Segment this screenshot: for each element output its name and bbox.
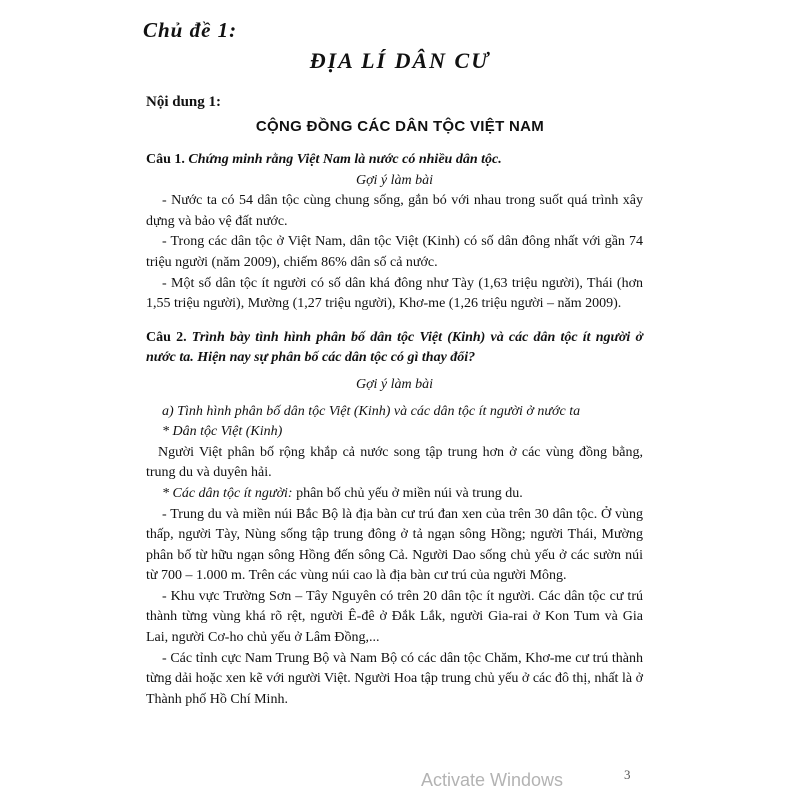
answer-1-paragraph: - Trong các dân tộc ở Việt Nam, dân tộc Việt (Kinh) có số dân đông nhất với gần 74 triệu người (năm 2009), chiếm 86% dân số cả nước. bbox=[146, 234, 643, 270]
activation-watermark: Activate Windows bbox=[421, 770, 564, 790]
viet-heading: * Dân tộc Việt (Kinh) bbox=[162, 424, 283, 440]
question-1-text: Chứng minh rằng Việt Nam là nước có nhiều dân tộc. bbox=[188, 152, 502, 167]
content-heading: Nội dung 1: bbox=[146, 94, 222, 110]
answer-hint-2: Gợi ý làm bài bbox=[355, 376, 434, 392]
main-title: ĐỊA LÍ DÂN CƯ bbox=[309, 48, 491, 73]
question-2-label: Câu 2. bbox=[146, 329, 187, 345]
topic-heading: Chủ đề 1: bbox=[143, 18, 238, 42]
minority-text: phân bố chủ yếu ở miền núi và trung du. bbox=[296, 485, 523, 501]
answer-1-paragraph: - Nước ta có 54 dân tộc cùng chung sống, gắn bó với nhau trong suốt quá trình xây dựng và bảo vệ đất nước. bbox=[146, 193, 643, 229]
question-2-text: Trình bày tình hình phân bố dân tộc Việt (Kinh) và các dân tộc ít người ở nước ta. Hiện nay sự phân bố các dân tộc có gì thay đổi? bbox=[146, 329, 643, 366]
minority-heading: * Các dân tộc ít người: bbox=[162, 485, 293, 501]
minority-paragraph bbox=[146, 484, 643, 505]
answer-hint-1: Gợi ý làm bài bbox=[355, 172, 434, 188]
question-1-label: Câu 1. bbox=[146, 152, 185, 167]
page-number: 3 bbox=[624, 767, 631, 782]
answer-2-paragraph: - Các tỉnh cực Nam Trung Bộ và Nam Bộ có các dân tộc Chăm, Khơ-me cư trú thành từng dải hoặc xen kẽ với người Việt. Người Hoa tập trung chủ yếu ở các đô thị, nhất là ở Thành phố Hồ Chí Minh. bbox=[146, 650, 643, 707]
body-content bbox=[146, 150, 643, 710]
answer-1-paragraph: - Một số dân tộc ít người có số dân khá đông như Tày (1,63 triệu người), Thái (hơn 1,55 triệu người), Mường (1,27 triệu người), Khơ-me (1,26 triệu người – năm 2009). bbox=[146, 275, 643, 312]
answer-2-paragraph: - Trung du và miền núi Bắc Bộ là địa bàn cư trú đan xen của trên 30 dân tộc. Ở vùng thấp, người Tày, Nùng sống tập trung đông ở tả ngạn sông Hồng; người Thái, Mường phân bố từ hữu ngạn sông Hồng đến sông Cả. Người Dao sống chủ yếu ở các sườn núi từ 700 – 1.000 m. Trên các vùng núi cao là địa bàn cư trú của người Mông. bbox=[146, 506, 643, 584]
question-2 bbox=[146, 328, 643, 369]
section-title: CỘNG ĐỒNG CÁC DÂN TỘC VIỆT NAM bbox=[255, 118, 545, 135]
viet-paragraph: Người Việt phân bố rộng khắp cả nước song tập trung hơn ở các vùng đồng bằng, trung du và duyên hải. bbox=[146, 444, 643, 481]
question-1 bbox=[146, 150, 643, 171]
answer-2-paragraph: - Khu vực Trường Sơn – Tây Nguyên có trên 20 dân tộc ít người. Các dân tộc cư trú thành từng vùng khá rõ rệt, người Ê-đê ở Đắk Lắk, người Gia-rai ở Kon Tum và Gia Lai, người Cơ-ho chủ yếu ở Lâm Đồng,... bbox=[146, 588, 643, 646]
answer-2-part-a: a) Tình hình phân bố dân tộc Việt (Kinh) và các dân tộc ít người ở nước ta bbox=[162, 403, 581, 419]
